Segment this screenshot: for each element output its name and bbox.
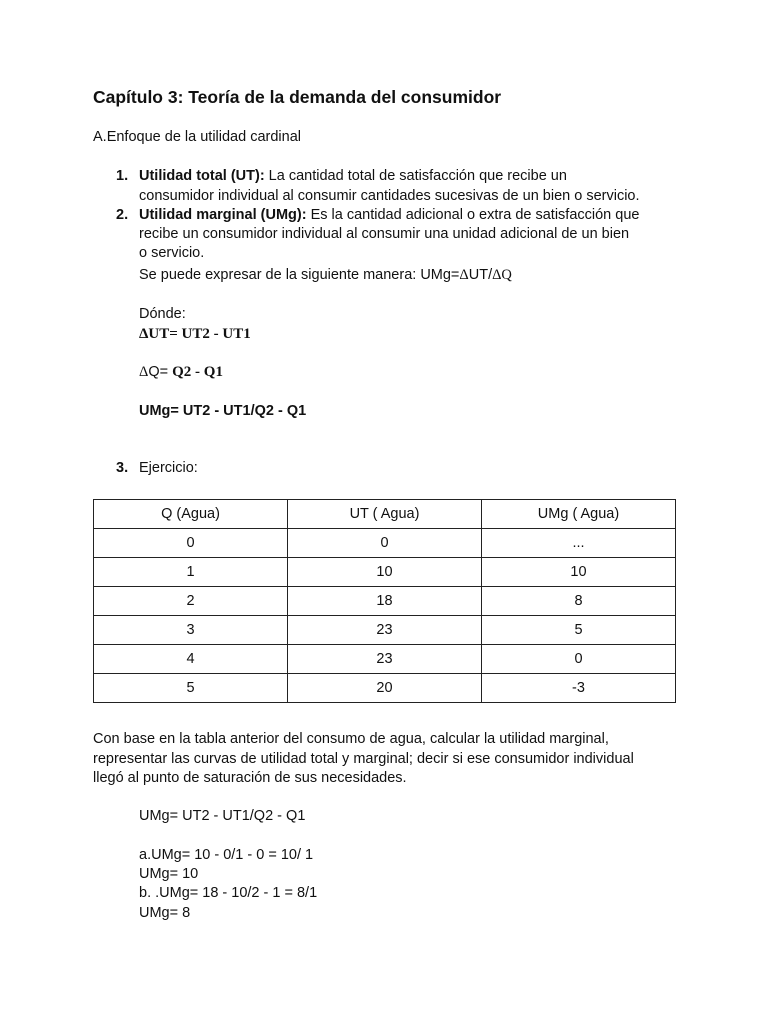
table-header-ut: UT ( Agua)	[288, 500, 482, 529]
item-2-text: Es la cantidad adicional o extra de satisfacción que	[306, 207, 640, 223]
utility-table	[93, 499, 676, 703]
table-row	[94, 587, 676, 616]
item-2-line3: o servicio.	[139, 245, 205, 261]
item-2-line2: recibe un consumidor individual al consumir una unidad adicional de un bien	[139, 226, 630, 242]
delta-q-value: Q2 - Q1	[172, 364, 223, 380]
table-header-row	[94, 500, 676, 529]
formula-delta-q	[139, 364, 223, 381]
calc-a-result: UMg= 10	[139, 866, 199, 882]
calc-a: a.UMg= 10 - 0/1 - 0 = 10/ 1	[139, 847, 314, 863]
table-cell: 0	[94, 529, 288, 558]
item-1-number: 1.	[116, 168, 129, 184]
table-cell: 8	[482, 587, 676, 616]
table-cell: 4	[94, 645, 288, 674]
expr-prefix: Se puede expresar de la siguiente manera: UMg=	[139, 267, 460, 283]
umg-expression	[139, 267, 512, 284]
formula-umg: UMg= UT2 - UT1/Q2 - Q1	[139, 403, 307, 419]
table-cell: 10	[288, 558, 482, 587]
table-header-q: Q (Agua)	[94, 500, 288, 529]
paragraph-line-2: representar las curvas de utilidad total y marginal; decir si ese consumidor individual	[93, 751, 634, 767]
item-2-number: 2.	[116, 207, 129, 223]
table-row	[94, 674, 676, 703]
delta-symbol: Δ	[459, 267, 469, 283]
table-cell: 20	[288, 674, 482, 703]
table-cell: 3	[94, 616, 288, 645]
item-1-term: Utilidad total (UT):	[139, 168, 265, 184]
table-cell: 1	[94, 558, 288, 587]
table-row	[94, 616, 676, 645]
table-cell: ...	[482, 529, 676, 558]
table-row	[94, 645, 676, 674]
table-cell: 5	[482, 616, 676, 645]
section-heading: A.Enfoque de la utilidad cardinal	[93, 129, 301, 145]
table-row	[94, 558, 676, 587]
exercise-label: Ejercicio:	[139, 460, 198, 476]
table-cell: 5	[94, 674, 288, 703]
table-cell: 0	[288, 529, 482, 558]
calc-b: b. .UMg= 18 - 10/2 - 1 = 8/1	[139, 885, 318, 901]
table-cell: 18	[288, 587, 482, 616]
calc-b-result: UMg= 8	[139, 905, 191, 921]
table-cell: -3	[482, 674, 676, 703]
table-cell: 2	[94, 587, 288, 616]
formula-delta-ut: ΔUT= UT2 - UT1	[139, 326, 251, 342]
table-header-umg: UMg ( Agua)	[482, 500, 676, 529]
item-2-line1	[139, 207, 639, 223]
table-cell: 23	[288, 616, 482, 645]
delta-q-label: Q=	[148, 364, 173, 380]
item-3-number: 3.	[116, 460, 129, 476]
calc-formula: UMg= UT2 - UT1/Q2 - Q1	[139, 808, 306, 824]
item-1-line1	[139, 168, 567, 184]
table-cell: 0	[482, 645, 676, 674]
delta-q-symbol: Δ	[139, 364, 149, 380]
donde-label: Dónde:	[139, 306, 186, 322]
item-2-term: Utilidad marginal (UMg):	[139, 207, 307, 223]
item-1-text: La cantidad total de satisfacción que recibe un	[264, 168, 567, 184]
paragraph-line-1: Con base en la tabla anterior del consumo de agua, calcular la utilidad marginal,	[93, 731, 609, 747]
item-1-line2: consumidor individual al consumir cantidades sucesivas de un bien o servicio.	[139, 188, 640, 204]
table-cell: 10	[482, 558, 676, 587]
table-row	[94, 529, 676, 558]
expr-mid: UT/	[468, 267, 493, 283]
chapter-title: Capítulo 3: Teoría de la demanda del consumidor	[93, 87, 502, 107]
table-cell: 23	[288, 645, 482, 674]
expr-delta-q: ΔQ	[492, 267, 512, 283]
paragraph-line-3: llegó al punto de saturación de sus necesidades.	[93, 770, 407, 786]
